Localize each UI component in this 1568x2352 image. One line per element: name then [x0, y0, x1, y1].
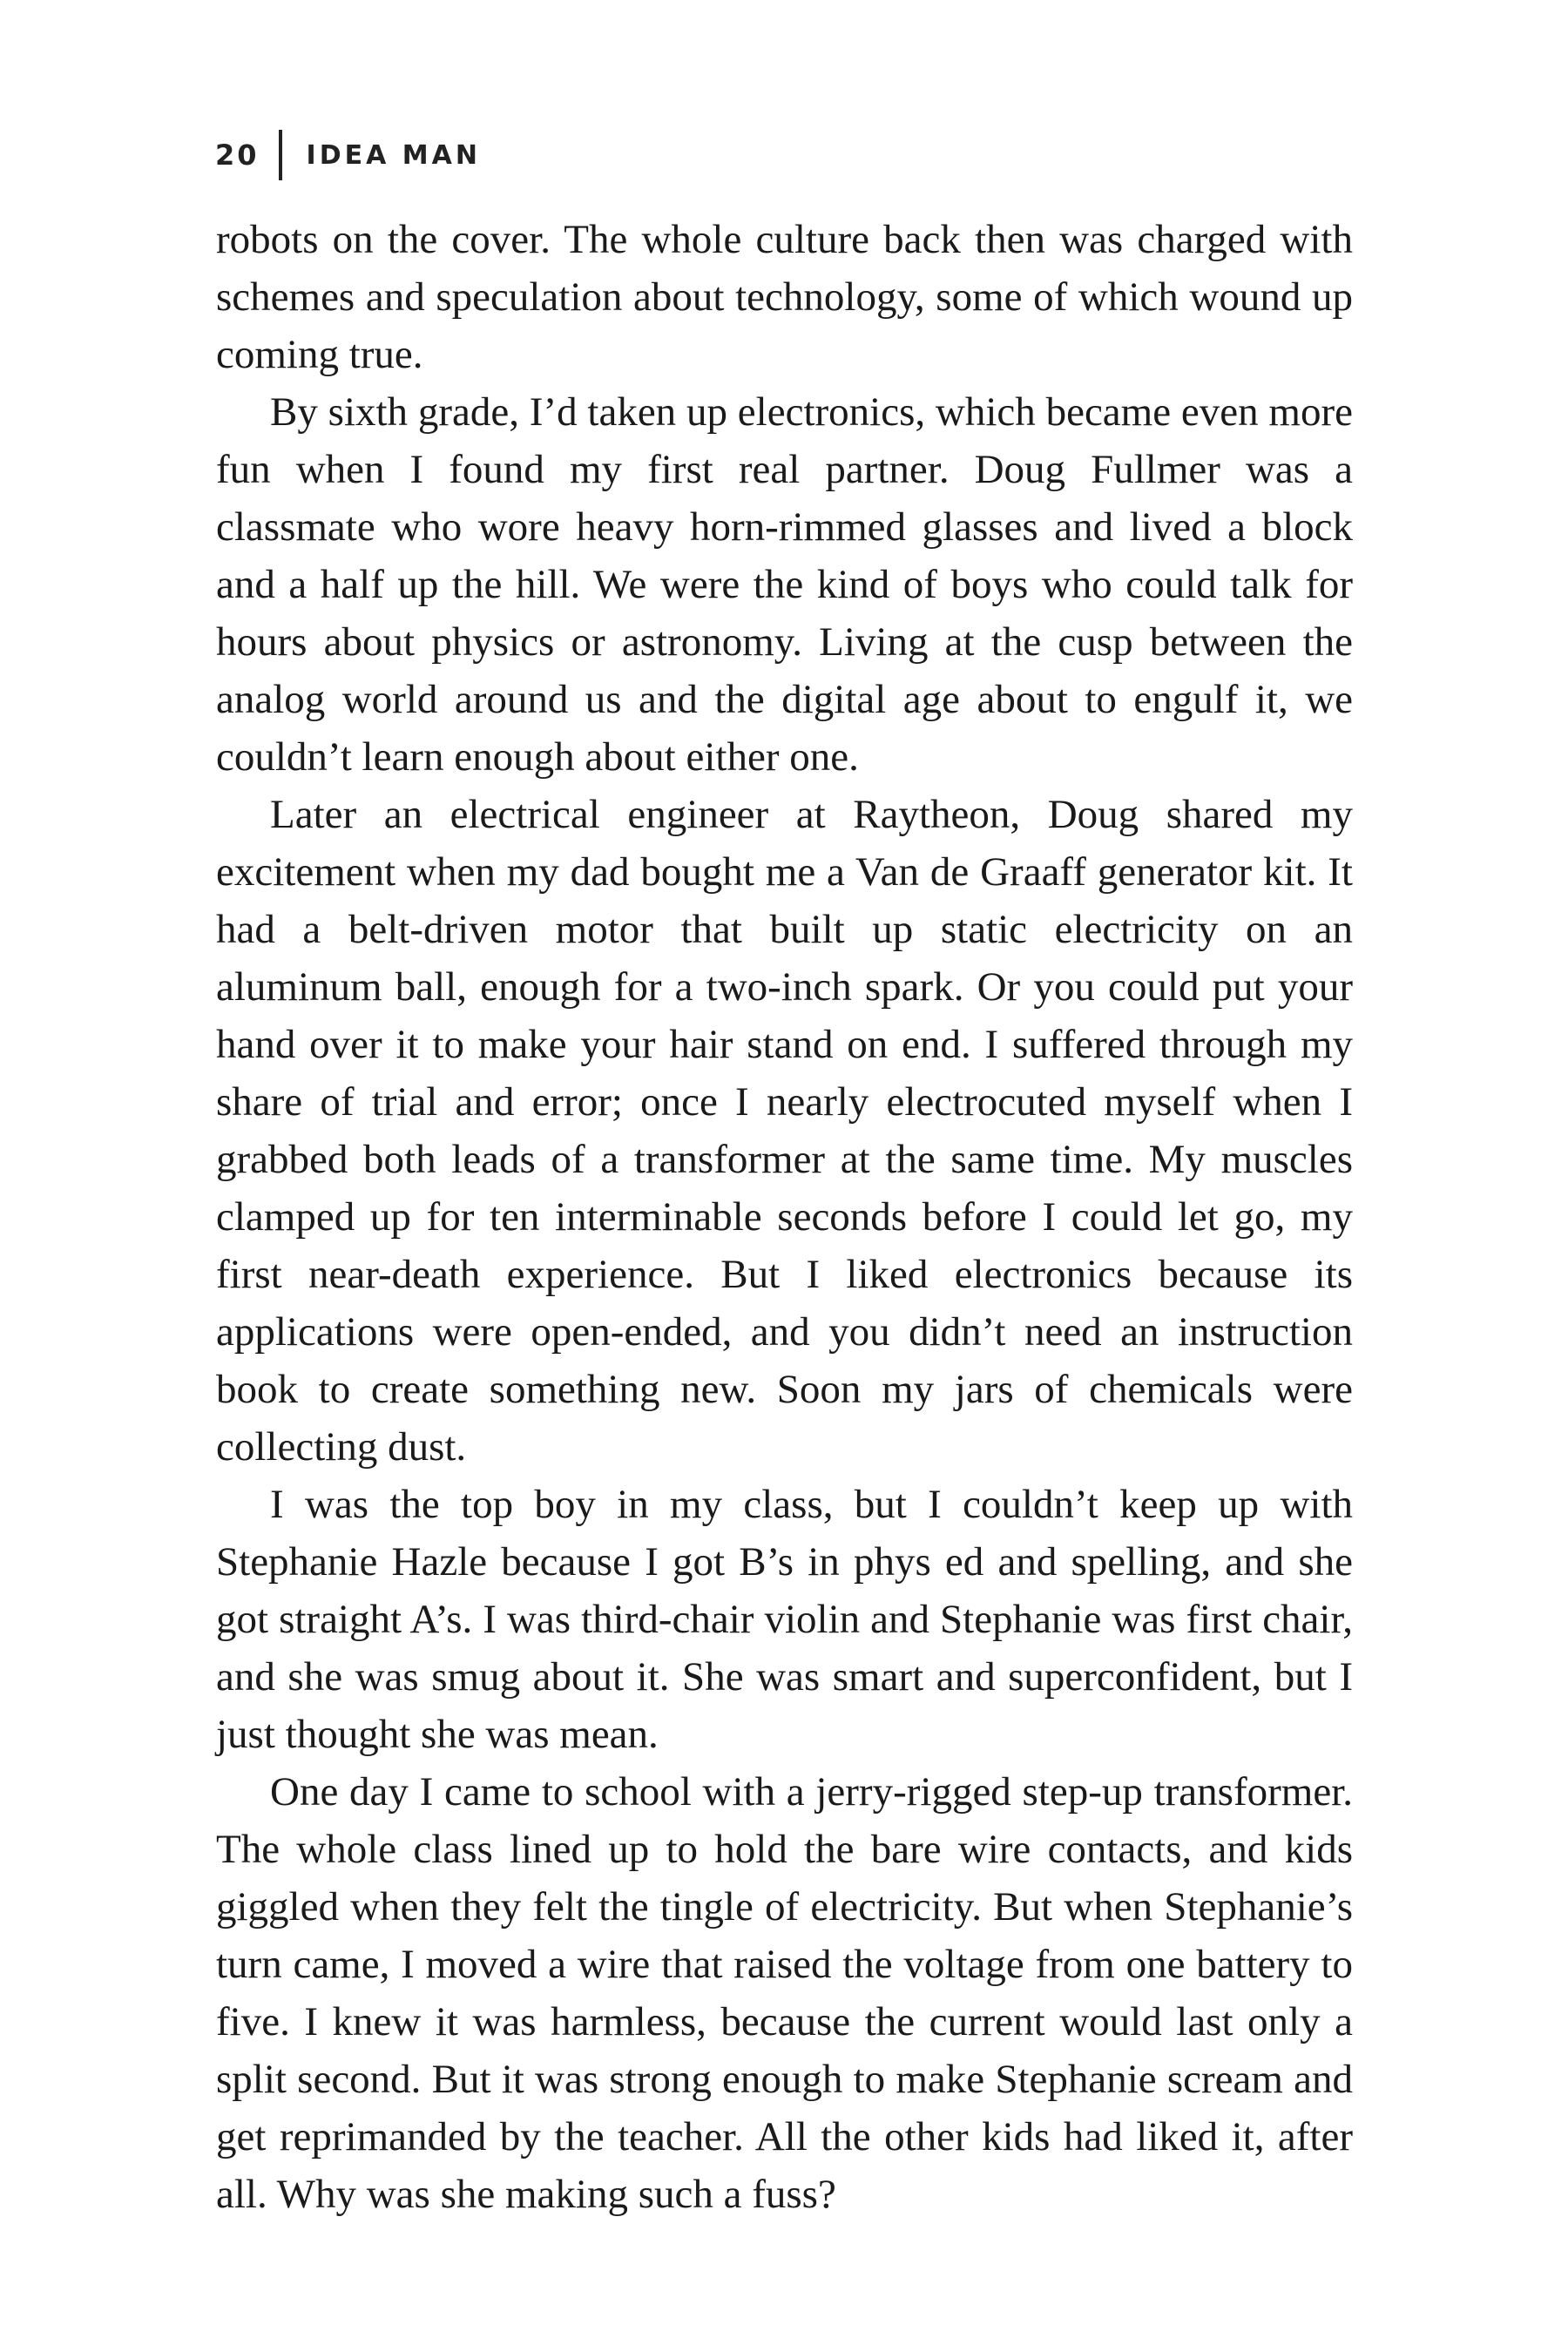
paragraph-5: One day I came to school with a jerry-rigged step-up transformer. The whole class lined up to hold the bare wire contacts, and kids giggled when they felt the tingle of electricity. But when Stephanie’s turn came, I moved a wire that raised the voltage from one battery to five. I knew it was harmless, because the current would last only a split second. But it was strong enough to make Stephanie scream and get reprimanded by the teacher. All the other kids had liked it, after all. Why was she making such a fuss?	[216, 1769, 1353, 2217]
running-head	[215, 129, 481, 181]
book-title: IDEA MAN	[306, 139, 481, 171]
header-divider	[279, 130, 282, 180]
page-number: 20	[215, 139, 260, 172]
paragraph-3: Later an electrical engineer at Raytheon, Doug shared my excitement when my dad bought me a Van de Graaff generator kit. It had a belt-driven motor that built up static electricity on an aluminum ball, enough for a two-inch spark. Or you could put your hand over it to make your hair stand on end. I suffered through my share of trial and error; once I nearly electrocuted myself when I grabbed both leads of a transformer at the same time. My muscles clamped up for ten interminable seconds before I could let go, my first near-death experience. But I liked electronics because its applications were open-ended, and you didn’t need an instruction book to create something new. Soon my jars of chemicals were collecting dust.	[216, 792, 1353, 1470]
paragraph-2: By sixth grade, I’d taken up electronics, which became even more fun when I found my first real partner. Doug Fullmer was a classmate who wore heavy horn-rimmed glasses and lived a block and a half up the hill. We were the kind of boys who could talk for hours about physics or astronomy. Living at the cusp between the analog world around us and the digital age about to engulf it, we couldn’t learn enough about either one.	[216, 389, 1353, 780]
paragraph-1: robots on the cover. The whole culture back then was charged with schemes and speculation about technology, some of which wound up coming true.	[216, 217, 1353, 377]
paragraph-4: I was the top boy in my class, but I couldn’t keep up with Stephanie Hazle because I got B’s in phys ed and spelling, and she got straight A’s. I was third-chair violin and Stephanie was first chair, and she was smug about it. She was smart and superconfident, but I just thought she was mean.	[216, 1482, 1353, 1757]
body-text	[216, 211, 1353, 2223]
